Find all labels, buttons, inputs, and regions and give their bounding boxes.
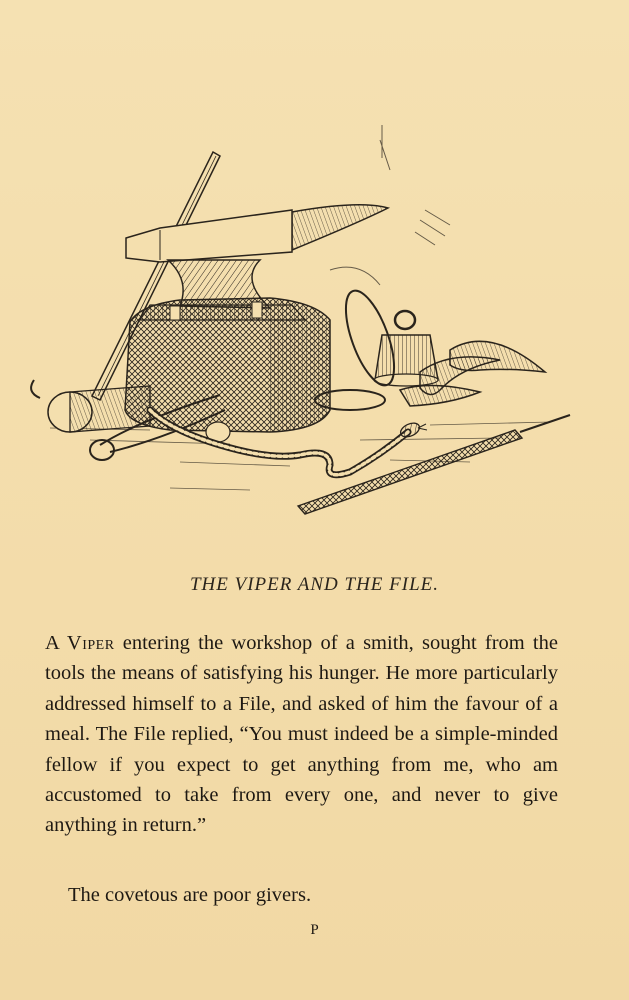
printer-signature-mark: P — [310, 922, 319, 938]
fable-text — [45, 628, 558, 841]
fable-smallcaps-word: Viper — [66, 632, 115, 654]
fable-body: entering the workshop of a smith, sought from the tools the means of satisfying his hunger. He more particularly addressed himself to a File, and asked of him the favour of a meal. The File replied, “You must indeed be a simple-minded fellow if you expect to get anything from me, who am accustomed to take from every one, and never to give anything in return.” — [45, 632, 558, 837]
fable-first-word: A — [45, 632, 67, 654]
fable-paragraph — [45, 628, 558, 841]
anvil-viper-file-engraving-icon — [30, 110, 590, 530]
fable-moral: The covetous are poor givers. — [68, 884, 312, 906]
fable-title: THE VIPER AND THE FILE. — [189, 574, 440, 595]
